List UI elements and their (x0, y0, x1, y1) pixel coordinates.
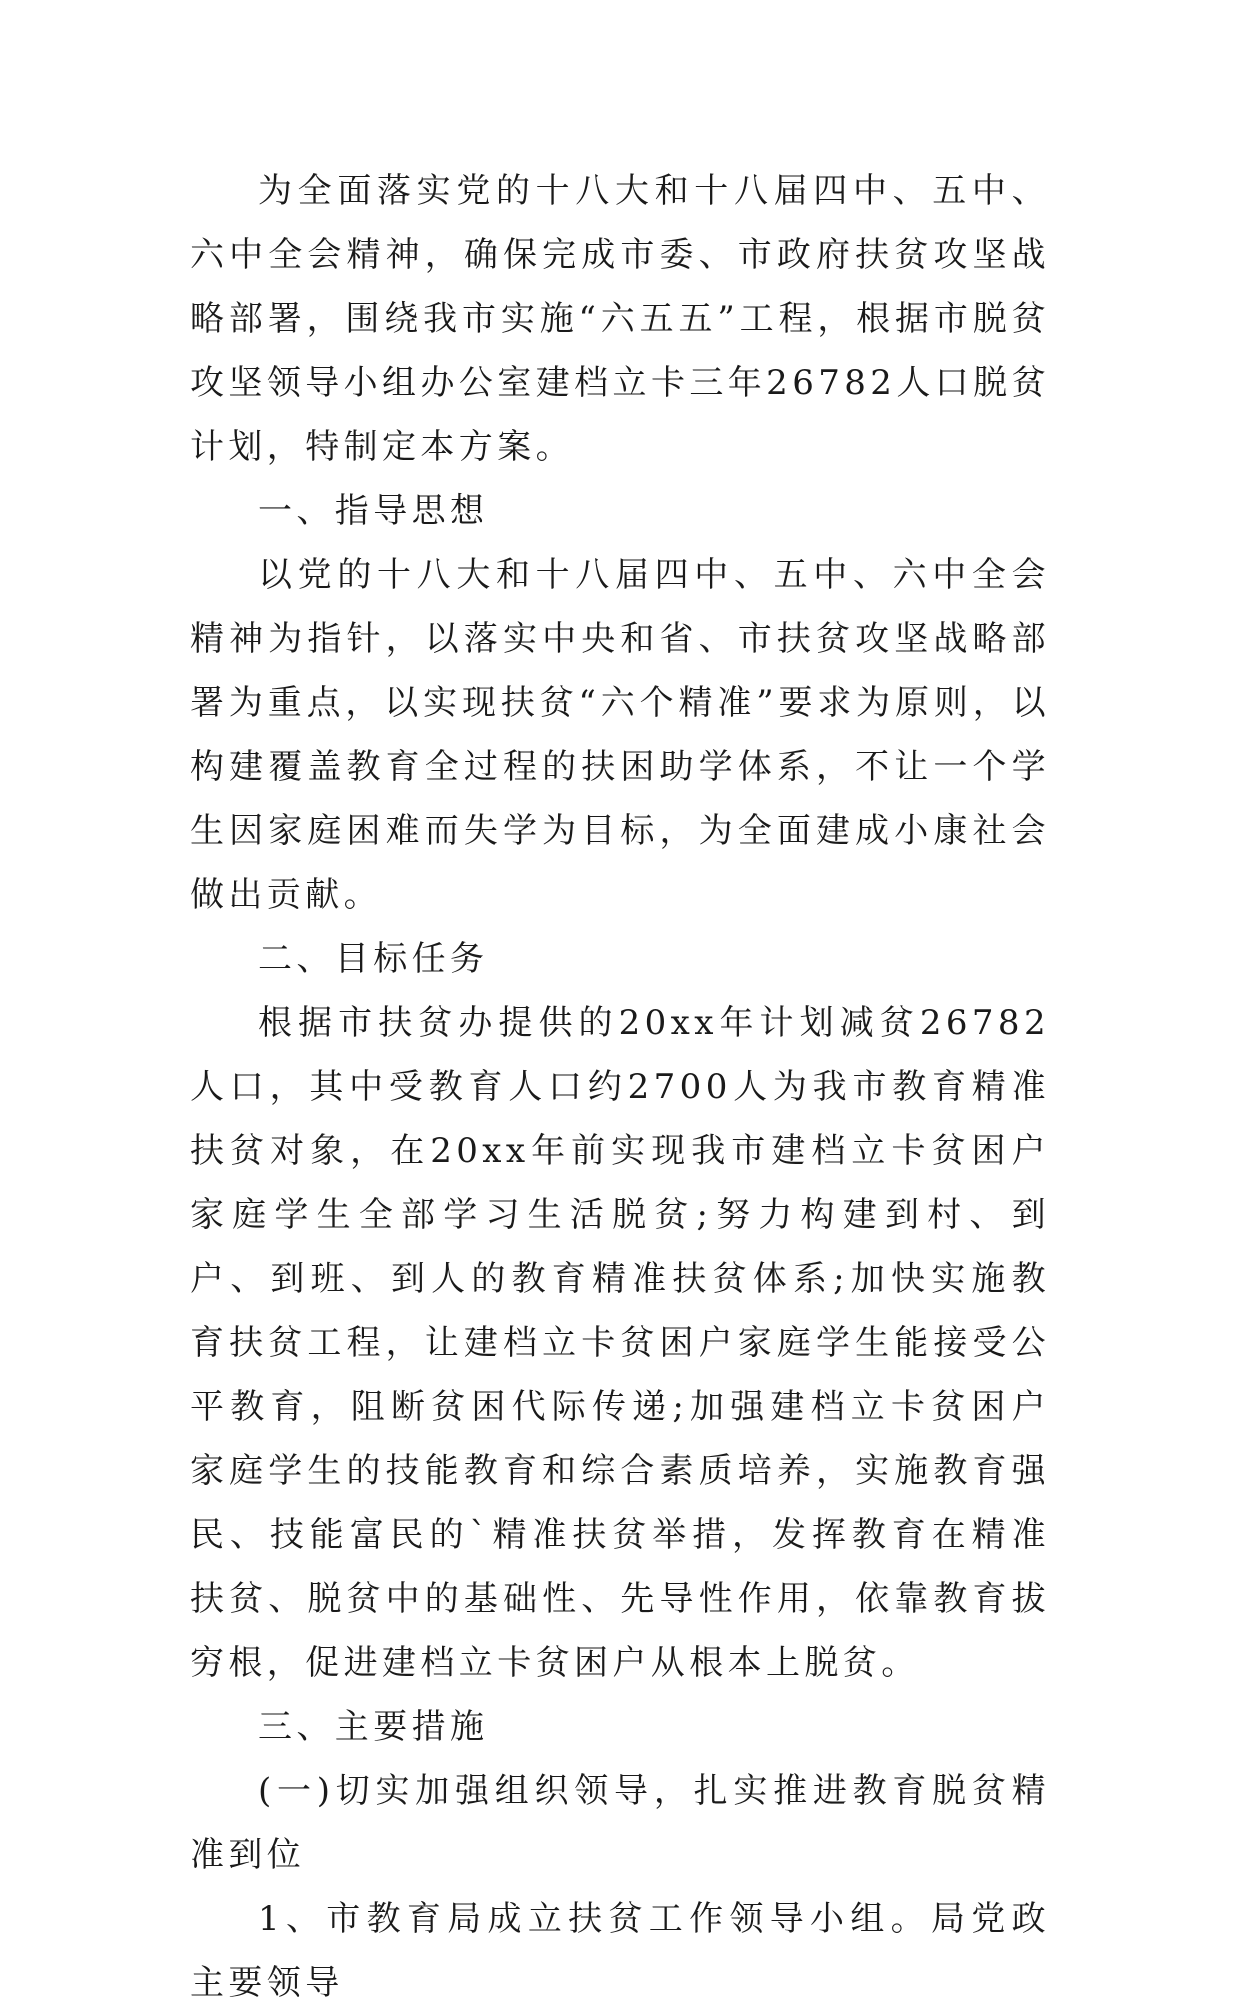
subsection-heading-organization: (一)切实加强组织领导，扎实推进教育脱贫精准到位 (190, 1771, 1050, 1875)
measure-item-paragraph: 1、市教育局成立扶贫工作领导小组。局党政主要领导 (190, 1899, 1050, 2003)
guiding-thought-paragraph: 以党的十八大和十八届四中、五中、六中全会精神为指针，以落实中央和省、市扶贫攻坚战略部署为重点，以实现扶贫“六个精准”要求为原则，以构建覆盖教育全过程的扶困助学体系，不让一个学生因家庭困难而失学为目标，为全面建成小康社会做出贡献。 (190, 555, 1050, 915)
section-heading-guiding-thought: 一、指导思想 (258, 491, 489, 531)
intro-paragraph: 为全面落实党的十八大和十八届四中、五中、六中全会精神，确保完成市委、市政府扶贫攻坚战略部署，围绕我市实施“六五五”工程，根据市脱贫攻坚领导小组办公室建档立卡三年26782人口脱贫计划，特制定本方案。 (190, 171, 1050, 467)
section-heading-measures: 三、主要措施 (258, 1707, 489, 1747)
document-body (190, 159, 1050, 2015)
goals-paragraph: 根据市扶贫办提供的20xx年计划减贫26782人口，其中受教育人口约2700人为我市教育精准扶贫对象，在20xx年前实现我市建档立卡贫困户家庭学生全部学习生活脱贫;努力构建到村、到户、到班、到人的教育精准扶贫体系;加快实施教育扶贫工程，让建档立卡贫困户家庭学生能接受公平教育，阻断贫困代际传递;加强建档立卡贫困户家庭学生的技能教育和综合素质培养，实施教育强民、技能富民的`精准扶贫举措，发挥教育在精准扶贫、脱贫中的基础性、先导性作用，依靠教育拔穷根，促进建档立卡贫困户从根本上脱贫。 (190, 1003, 1050, 1683)
section-heading-goals: 二、目标任务 (258, 939, 489, 979)
